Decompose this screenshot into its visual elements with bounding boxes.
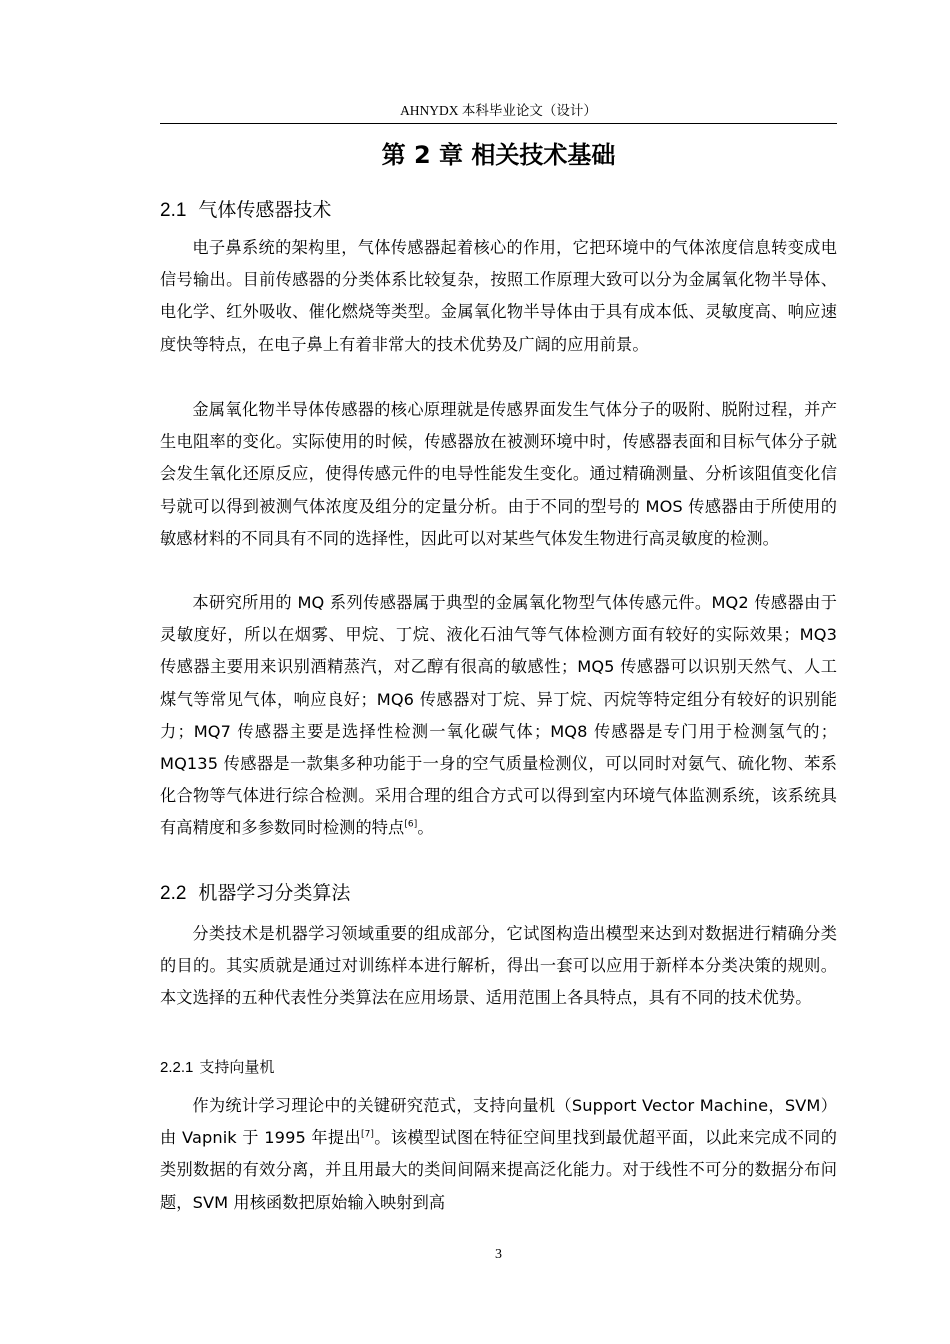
paragraph-end: 。 bbox=[417, 818, 434, 838]
paragraph: 分类技术是机器学习领域重要的组成部分，它试图构造出模型来达到对数据进行精确分类的目的。其实质就是通过对训练样本进行解析，得出一套可以应用于新样本分类决策的规则。本文选择的五种代表性分类算法在应用场景、适用范围上各具特点，具有不同的技术优势。 bbox=[160, 924, 837, 1008]
section-number: 2.2 bbox=[160, 883, 187, 904]
paragraph-text: 作为统计学习理论中的关键研究范式，支持向量机（Support Vector Machine，SVM）由 Vapnik 于 1995 年提出 bbox=[160, 1096, 837, 1148]
paragraph-text-continued: 。该模型试图在特征空间里找到最优超平面，以此来完成不同的类别数据的有效分离，并且用最大的类间间隔来提高泛化能力。对于线性不可分的数据分布问题，SVM 用核函数把原始输入映射到高 bbox=[160, 1128, 837, 1212]
section-number: 2.1 bbox=[160, 200, 187, 221]
citation: [7] bbox=[360, 1129, 375, 1140]
section-title: 气体传感器技术 bbox=[198, 199, 332, 221]
page-number: 3 bbox=[495, 1247, 502, 1262]
paragraph bbox=[160, 1090, 837, 1219]
paragraph-text: 本研究所用的 MQ 系列传感器属于典型的金属氧化物型气体传感元件。MQ2 传感器由于灵敏度好，所以在烟雾、甲烷、丁烷、液化石油气等气体检测方面有较好的实际效果；MQ3 传感器主要用来识别酒精蒸汽，对乙醇有很高的敏感性；MQ5 传感器可以识别天然气、人工煤气等常见气体，响应良好；MQ6 传感器对丁烷、异丁烷、丙烷等特定组分有较好的识别能力；MQ7 传感器主要是选择性检测一氧化碳气体；MQ8 传感器是专门用于检测氢气的；MQ135 传感器是一款集多种功能于一身的空气质量检测仪，可以同时对氨气、硫化物、苯系化合物等气体进行综合检测。采用合理的组合方式可以得到室内环境气体监测系统，该系统具有高精度和多参数同时检测的特点 bbox=[160, 593, 837, 838]
paragraph bbox=[160, 587, 837, 845]
running-header: AHNYDX 本科毕业论文（设计） bbox=[400, 103, 597, 118]
subsection-number: 2.2.1 bbox=[160, 1059, 194, 1076]
header-rule bbox=[160, 123, 837, 124]
section-heading-2-1 bbox=[160, 197, 837, 224]
subsection-heading-2-2-1 bbox=[160, 1056, 837, 1079]
paragraph: 电子鼻系统的架构里，气体传感器起着核心的作用，它把环境中的气体浓度信息转变成电信号输出。目前传感器的分类体系比较复杂，按照工作原理大致可以分为金属氧化物半导体、电化学、红外吸收、催化燃烧等类型。金属氧化物半导体由于具有成本低、灵敏度高、响应速度快等特点，在电子鼻上有着非常大的技术优势及广阔的应用前景。 bbox=[160, 238, 837, 354]
section-heading-2-2 bbox=[160, 880, 837, 907]
chapter-title: 第 2 章 相关技术基础 bbox=[381, 141, 616, 169]
section-title: 机器学习分类算法 bbox=[198, 882, 351, 904]
subsection-title: 支持向量机 bbox=[199, 1058, 275, 1076]
citation: [6] bbox=[404, 820, 418, 831]
paragraph: 金属氧化物半导体传感器的核心原理就是传感界面发生气体分子的吸附、脱附过程，并产生电阻率的变化。实际使用的时候，传感器放在被测环境中时，传感器表面和目标气体分子就会发生氧化还原反应，使得传感元件的电导性能发生变化。通过精确测量、分析该阻值变化信号就可以得到被测气体浓度及组分的定量分析。由于不同的型号的 MOS 传感器由于所使用的敏感材料的不同具有不同的选择性，因此可以对某些气体发生物进行高灵敏度的检测。 bbox=[160, 400, 837, 548]
